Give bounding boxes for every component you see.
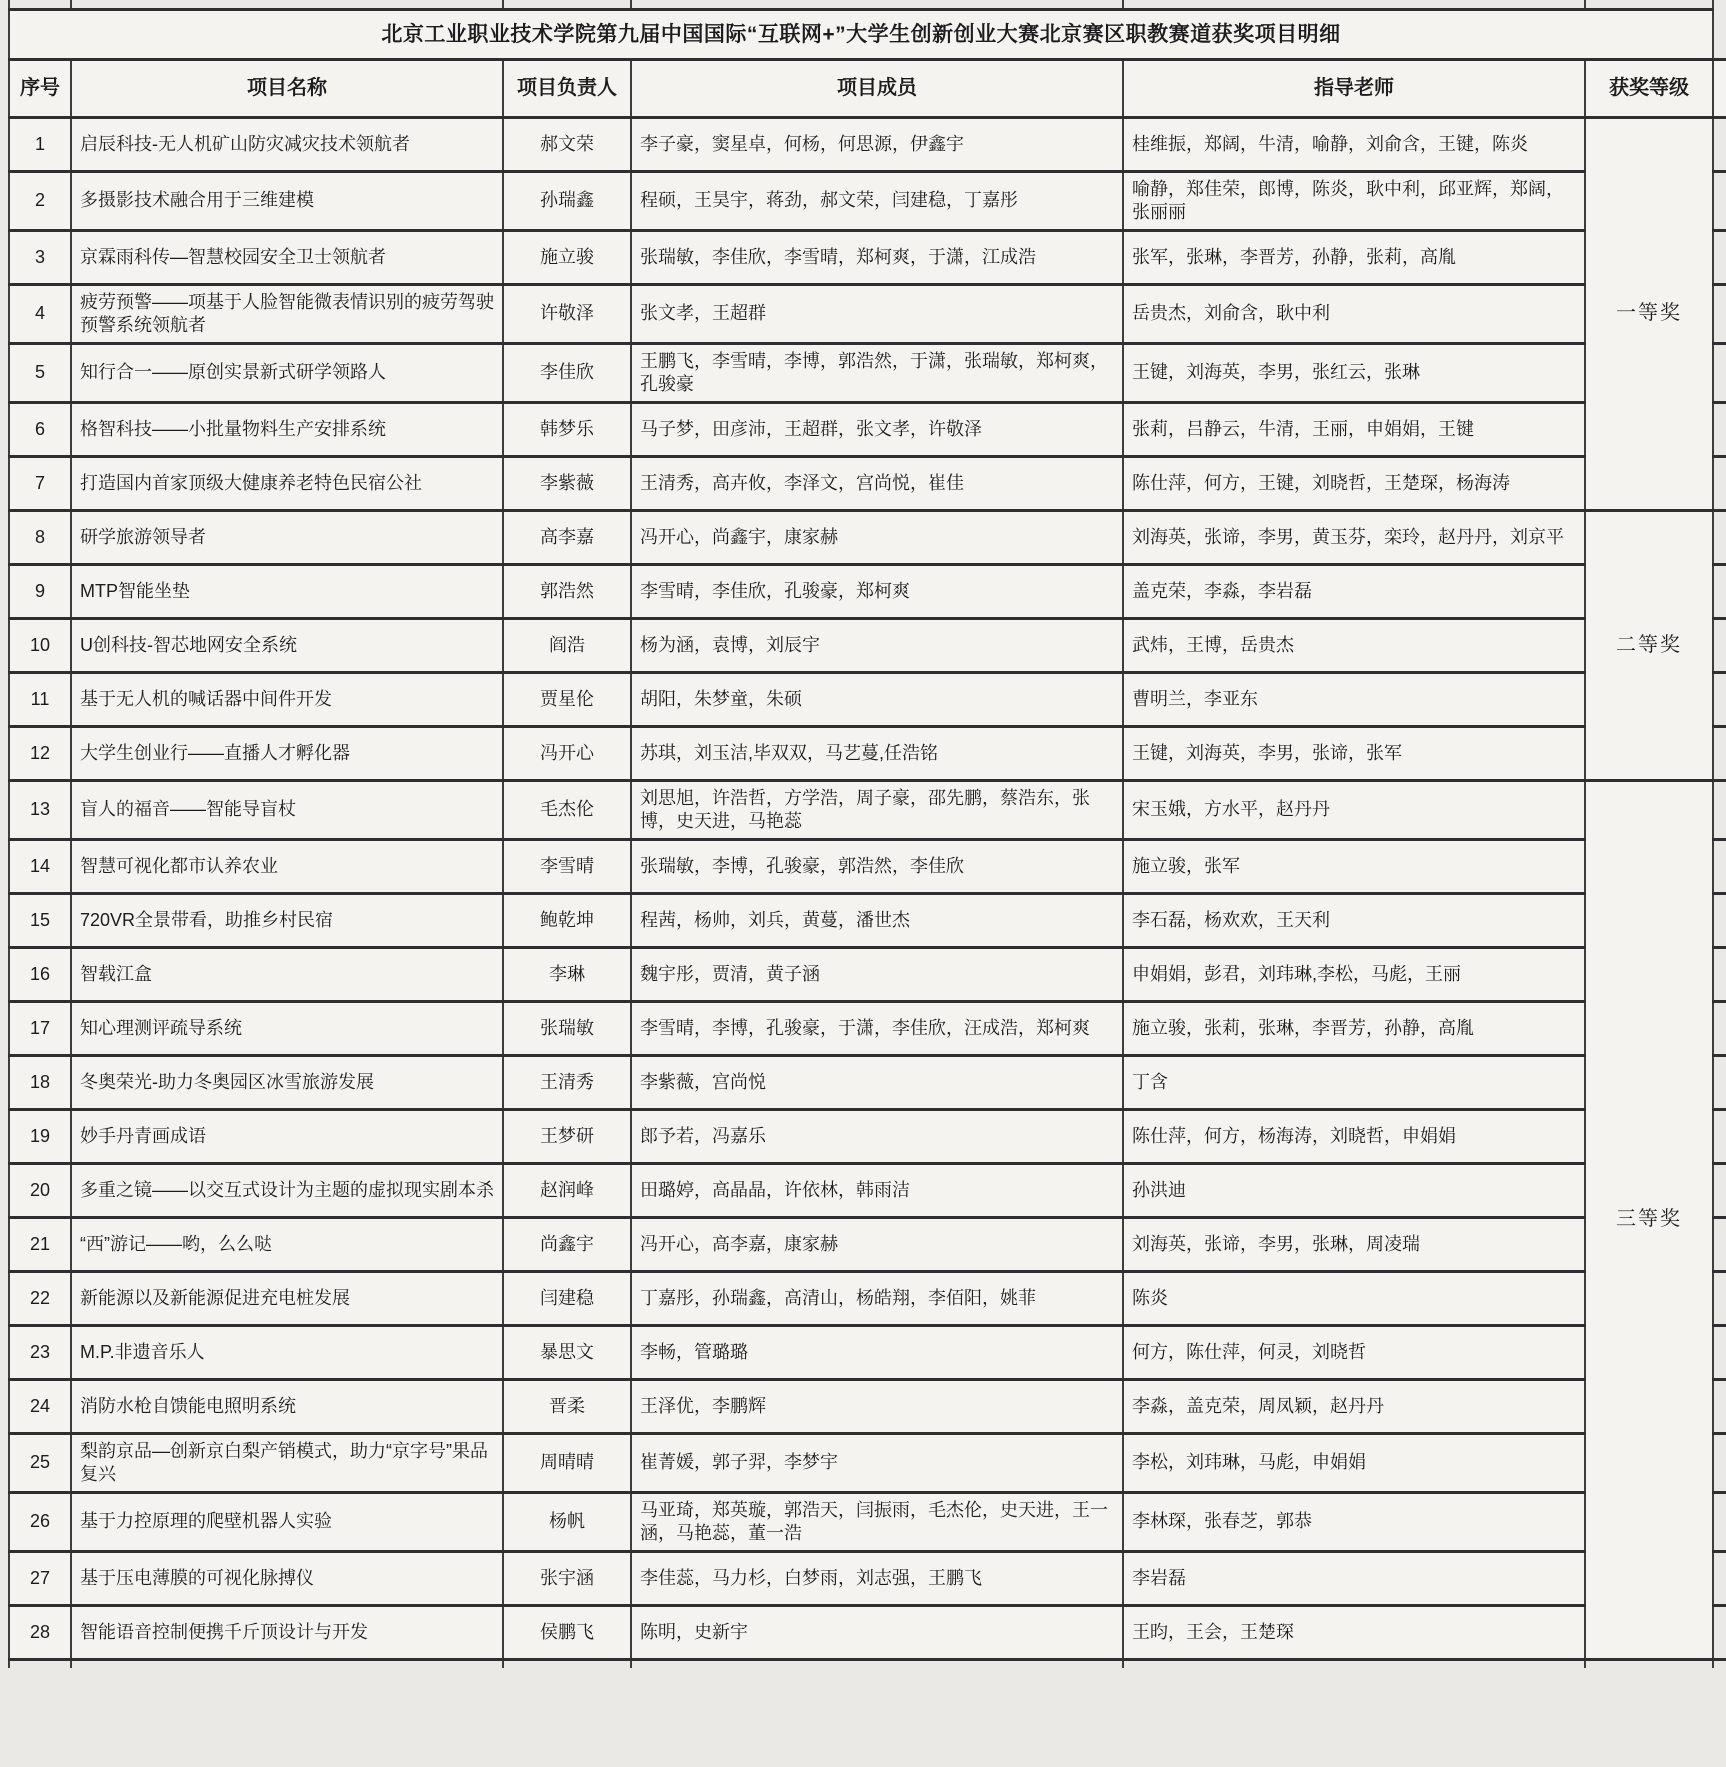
- project-members: 崔菁媛，郭子羿，李梦宇: [631, 1433, 1123, 1492]
- award-level-cell: 一等奖: [1585, 117, 1713, 510]
- project-name: 多摄影技术融合用于三维建模: [71, 171, 503, 230]
- cropped-right-edge: [1713, 510, 1726, 564]
- col-header-leader: 项目负责人: [503, 59, 631, 117]
- project-members: 张瑞敏，李佳欣，李雪晴，郑柯爽，于潇，江成浩: [631, 230, 1123, 284]
- project-name: 智能语音控制便携千斤顶设计与开发: [71, 1605, 503, 1659]
- project-leader: 张宇涵: [503, 1551, 631, 1605]
- cropped-right-edge: [1713, 1492, 1726, 1551]
- row-number: 9: [9, 564, 71, 618]
- project-name: M.P.非遗音乐人: [71, 1325, 503, 1379]
- cropped-right-edge: [1713, 343, 1726, 402]
- project-name: 多重之镜——以交互式设计为主题的虚拟现实剧本杀: [71, 1163, 503, 1217]
- table-row: [9, 171, 1726, 230]
- row-number: 20: [9, 1163, 71, 1217]
- row-number: 8: [9, 510, 71, 564]
- cropped-right-edge: [1713, 672, 1726, 726]
- cropped-right-edge: [1713, 0, 1726, 9]
- row-number: 25: [9, 1433, 71, 1492]
- project-leader: 李雪晴: [503, 839, 631, 893]
- project-leader: 贾星伦: [503, 672, 631, 726]
- project-members: 冯开心，尚鑫宇，康家赫: [631, 510, 1123, 564]
- row-number: 26: [9, 1492, 71, 1551]
- project-name: 冬奥荣光-助力冬奥园区冰雪旅游发展: [71, 1055, 503, 1109]
- project-members: 张瑞敏，李博，孔骏豪，郭浩然，李佳欣: [631, 839, 1123, 893]
- project-advisors: 刘海英，张谛，李男，黄玉芬，栾玲，赵丹丹，刘京平: [1123, 510, 1585, 564]
- project-members: 郎予若，冯嘉乐: [631, 1109, 1123, 1163]
- project-members: 刘思旭，许浩哲，方学浩，周子豪，邵先鹏，蔡浩东，张博，史天进，马艳蕊: [631, 780, 1123, 839]
- table-row: [9, 1605, 1726, 1659]
- table-row: [9, 343, 1726, 402]
- project-advisors: 孙洪迪: [1123, 1163, 1585, 1217]
- project-leader: 尚鑫宇: [503, 1217, 631, 1271]
- project-leader: 施立骏: [503, 230, 631, 284]
- project-members: 马亚琦，郑英璇，郭浩天，闫振雨，毛杰伦，史天进，王一涵，马艳蕊，董一浩: [631, 1492, 1123, 1551]
- cropped-cell: [71, 1659, 503, 1668]
- project-members: 王泽优，李鹏辉: [631, 1379, 1123, 1433]
- project-leader: 暴思文: [503, 1325, 631, 1379]
- cropped-right-edge: [1713, 618, 1726, 672]
- cropped-cell: [9, 0, 71, 9]
- cropped-right-edge: [1713, 284, 1726, 343]
- project-members: 陈明，史新宇: [631, 1605, 1123, 1659]
- project-members: 李畅，管璐璐: [631, 1325, 1123, 1379]
- cropped-cell: [1585, 0, 1713, 9]
- table-row: [9, 510, 1726, 564]
- row-number: 6: [9, 402, 71, 456]
- cropped-right-edge: [1713, 1001, 1726, 1055]
- table-row: [9, 1379, 1726, 1433]
- table-row: [9, 1433, 1726, 1492]
- project-advisors: 何方，陈仕萍，何灵，刘晓哲: [1123, 1325, 1585, 1379]
- project-name: MTP智能坐垫: [71, 564, 503, 618]
- row-number: 13: [9, 780, 71, 839]
- row-number: 19: [9, 1109, 71, 1163]
- project-advisors: 申娟娟，彭君，刘玮琳,李松，马彪，王丽: [1123, 947, 1585, 1001]
- project-members: 杨为涵，袁博，刘辰宇: [631, 618, 1123, 672]
- table-row: [9, 1217, 1726, 1271]
- awards-table: [8, 0, 1726, 1668]
- row-number: 18: [9, 1055, 71, 1109]
- cropped-right-edge: [1713, 402, 1726, 456]
- table-row: [9, 947, 1726, 1001]
- project-advisors: 岳贵杰，刘俞含，耿中利: [1123, 284, 1585, 343]
- row-number: 12: [9, 726, 71, 780]
- cropped-right-edge: [1713, 9, 1726, 59]
- cropped-cell: [9, 1659, 71, 1668]
- cropped-right-edge: [1713, 839, 1726, 893]
- project-advisors: 施立骏，张军: [1123, 839, 1585, 893]
- project-leader: 孙瑞鑫: [503, 171, 631, 230]
- table-row: [9, 230, 1726, 284]
- project-leader: 张瑞敏: [503, 1001, 631, 1055]
- project-name: 大学生创业行——直播人才孵化器: [71, 726, 503, 780]
- project-advisors: 陈炎: [1123, 1271, 1585, 1325]
- col-header-project-name: 项目名称: [71, 59, 503, 117]
- project-members: 李佳蕊，马力杉，白梦雨，刘志强，王鹏飞: [631, 1551, 1123, 1605]
- project-advisors: 喻静，郑佳荣，郎博，陈炎，耿中利，邱亚辉，郑阔，张丽丽: [1123, 171, 1585, 230]
- project-name: 基于无人机的喊话器中间件开发: [71, 672, 503, 726]
- cropped-right-edge: [1713, 1379, 1726, 1433]
- row-number: 17: [9, 1001, 71, 1055]
- row-number: 23: [9, 1325, 71, 1379]
- project-name: 消防水枪自馈能电照明系统: [71, 1379, 503, 1433]
- row-number: 15: [9, 893, 71, 947]
- project-members: 李子豪，窦星卓，何杨，何思源，伊鑫宇: [631, 117, 1123, 171]
- project-leader: 许敬泽: [503, 284, 631, 343]
- project-leader: 李紫薇: [503, 456, 631, 510]
- project-leader: 王清秀: [503, 1055, 631, 1109]
- project-name: 盲人的福音——智能导盲杖: [71, 780, 503, 839]
- project-advisors: 曹明兰，李亚东: [1123, 672, 1585, 726]
- project-name: 知心理测评疏导系统: [71, 1001, 503, 1055]
- cropped-right-edge: [1713, 564, 1726, 618]
- cropped-right-edge: [1713, 171, 1726, 230]
- project-name: 知行合一——原创实景新式研学领路人: [71, 343, 503, 402]
- table-row: [9, 1055, 1726, 1109]
- table-row: [9, 726, 1726, 780]
- cropped-cell: [1123, 0, 1585, 9]
- project-members: 王清秀，高卉攸，李泽文，宫尚悦，崔佳: [631, 456, 1123, 510]
- project-leader: 李佳欣: [503, 343, 631, 402]
- project-advisors: 施立骏，张莉，张琳，李晋芳，孙静，高胤: [1123, 1001, 1585, 1055]
- col-header-index: 序号: [9, 59, 71, 117]
- row-number: 22: [9, 1271, 71, 1325]
- col-header-advisors: 指导老师: [1123, 59, 1585, 117]
- table-row: [9, 1109, 1726, 1163]
- project-leader: 杨帆: [503, 1492, 631, 1551]
- table-row: [9, 780, 1726, 839]
- table-row: [9, 839, 1726, 893]
- project-members: 马子梦，田彦沛，王超群，张文孝，许敬泽: [631, 402, 1123, 456]
- cropped-right-edge: [1713, 1551, 1726, 1605]
- cropped-cell: [631, 0, 1123, 9]
- project-name: 打造国内首家顶级大健康养老特色民宿公社: [71, 456, 503, 510]
- column-header-row: [9, 59, 1726, 117]
- project-advisors: 盖克荣，李淼，李岩磊: [1123, 564, 1585, 618]
- project-advisors: 王键，刘海英，李男，张谛，张军: [1123, 726, 1585, 780]
- project-members: 程硕，王昊宇，蒋劲，郝文荣，闫建稳，丁嘉彤: [631, 171, 1123, 230]
- project-leader: 侯鹏飞: [503, 1605, 631, 1659]
- table-row: [9, 1551, 1726, 1605]
- project-advisors: 张莉，吕静云，牛清，王丽，申娟娟，王键: [1123, 402, 1585, 456]
- project-leader: 赵润峰: [503, 1163, 631, 1217]
- project-advisors: 李林琛，张春芝，郭恭: [1123, 1492, 1585, 1551]
- cropped-cell: [71, 0, 503, 9]
- cropped-right-edge: [1713, 456, 1726, 510]
- project-leader: 郭浩然: [503, 564, 631, 618]
- project-members: 苏琪，刘玉洁,毕双双，马艺蔓,任浩铭: [631, 726, 1123, 780]
- projects-table-body: [9, 117, 1726, 1659]
- table-row: [9, 618, 1726, 672]
- project-leader: 高李嘉: [503, 510, 631, 564]
- cropped-right-edge: [1713, 1325, 1726, 1379]
- project-advisors: 李松，刘玮琳，马彪，申娟娟: [1123, 1433, 1585, 1492]
- table-row: [9, 1492, 1726, 1551]
- table-row: [9, 1271, 1726, 1325]
- cropped-right-edge: [1713, 1217, 1726, 1271]
- project-name: 京霖雨科传—智慧校园安全卫士领航者: [71, 230, 503, 284]
- cropped-right-edge: [1713, 1163, 1726, 1217]
- project-name: 疲劳预警——项基于人脸智能微表情识别的疲劳驾驶预警系统领航者: [71, 284, 503, 343]
- project-advisors: 李岩磊: [1123, 1551, 1585, 1605]
- cropped-bottom-row: [9, 1659, 1726, 1668]
- project-members: 张文孝，王超群: [631, 284, 1123, 343]
- project-members: 李雪晴，李佳欣，孔骏豪，郑柯爽: [631, 564, 1123, 618]
- project-advisors: 宋玉娥，方水平，赵丹丹: [1123, 780, 1585, 839]
- project-name: 智载江盒: [71, 947, 503, 1001]
- project-leader: 晋柔: [503, 1379, 631, 1433]
- cropped-cell: [503, 0, 631, 9]
- project-advisors: 桂维振，郑阔，牛清，喻静，刘俞含，王键，陈炎: [1123, 117, 1585, 171]
- table-row: [9, 284, 1726, 343]
- cropped-cell: [503, 1659, 631, 1668]
- cropped-right-edge: [1713, 230, 1726, 284]
- award-level-cell: 三等奖: [1585, 780, 1713, 1659]
- project-leader: 韩梦乐: [503, 402, 631, 456]
- cropped-right-edge: [1713, 947, 1726, 1001]
- row-number: 21: [9, 1217, 71, 1271]
- project-name: 智慧可视化都市认养农业: [71, 839, 503, 893]
- project-name: 基于压电薄膜的可视化脉搏仪: [71, 1551, 503, 1605]
- project-name: 研学旅游领导者: [71, 510, 503, 564]
- project-name: 新能源以及新能源促进充电桩发展: [71, 1271, 503, 1325]
- project-advisors: 李石磊，杨欢欢，王天利: [1123, 893, 1585, 947]
- cropped-right-edge: [1713, 1659, 1726, 1668]
- project-name: U创科技-智芯地网安全系统: [71, 618, 503, 672]
- project-leader: 李琳: [503, 947, 631, 1001]
- project-name: 启辰科技-无人机矿山防灾减灾技术领航者: [71, 117, 503, 171]
- project-advisors: 陈仕萍，何方，王键，刘晓哲，王楚琛，杨海涛: [1123, 456, 1585, 510]
- row-number: 1: [9, 117, 71, 171]
- table-row: [9, 893, 1726, 947]
- cropped-cell: [1585, 1659, 1713, 1668]
- project-advisors: 陈仕萍，何方，杨海涛，刘晓哲，申娟娟: [1123, 1109, 1585, 1163]
- project-advisors: 李淼，盖克荣，周凤颖，赵丹丹: [1123, 1379, 1585, 1433]
- row-number: 3: [9, 230, 71, 284]
- row-number: 24: [9, 1379, 71, 1433]
- project-leader: 周晴晴: [503, 1433, 631, 1492]
- project-leader: 毛杰伦: [503, 780, 631, 839]
- project-advisors: 王键，刘海英，李男，张红云，张琳: [1123, 343, 1585, 402]
- project-advisors: 武炜，王博，岳贵杰: [1123, 618, 1585, 672]
- project-leader: 阎浩: [503, 618, 631, 672]
- project-leader: 闫建稳: [503, 1271, 631, 1325]
- project-name: “西”游记——哟，么么哒: [71, 1217, 503, 1271]
- title-row: [9, 9, 1726, 59]
- row-number: 11: [9, 672, 71, 726]
- table-row: [9, 1325, 1726, 1379]
- project-leader: 鲍乾坤: [503, 893, 631, 947]
- project-members: 王鹏飞，李雪晴，李博，郭浩然，于潇，张瑞敏，郑柯爽，孔骏豪: [631, 343, 1123, 402]
- project-advisors: 王昀，王会，王楚琛: [1123, 1605, 1585, 1659]
- project-members: 李雪晴，李博，孔骏豪，于潇，李佳欣，汪成浩，郑柯爽: [631, 1001, 1123, 1055]
- project-advisors: 张军，张琳，李晋芳，孙静，张莉，高胤: [1123, 230, 1585, 284]
- project-members: 胡阳，朱梦童，朱硕: [631, 672, 1123, 726]
- cropped-right-edge: [1713, 1055, 1726, 1109]
- project-leader: 郝文荣: [503, 117, 631, 171]
- row-number: 2: [9, 171, 71, 230]
- row-number: 28: [9, 1605, 71, 1659]
- project-advisors: 丁含: [1123, 1055, 1585, 1109]
- award-level-cell: 二等奖: [1585, 510, 1713, 780]
- cropped-right-edge: [1713, 893, 1726, 947]
- project-name: 格智科技——小批量物料生产安排系统: [71, 402, 503, 456]
- cropped-right-edge: [1713, 1109, 1726, 1163]
- project-name: 梨韵京品—创新京白梨产销模式，助力“京字号”果品复兴: [71, 1433, 503, 1492]
- table-row: [9, 117, 1726, 171]
- row-number: 10: [9, 618, 71, 672]
- cropped-right-edge: [1713, 117, 1726, 171]
- project-name: 妙手丹青画成语: [71, 1109, 503, 1163]
- table-row: [9, 672, 1726, 726]
- table-row: [9, 564, 1726, 618]
- table-row: [9, 1163, 1726, 1217]
- project-members: 冯开心，高李嘉，康家赫: [631, 1217, 1123, 1271]
- cropped-right-edge: [1713, 1271, 1726, 1325]
- cropped-right-edge: [1713, 1605, 1726, 1659]
- row-number: 27: [9, 1551, 71, 1605]
- row-number: 16: [9, 947, 71, 1001]
- cropped-cell: [631, 1659, 1123, 1668]
- row-number: 7: [9, 456, 71, 510]
- cropped-top-row: [9, 0, 1726, 9]
- project-members: 丁嘉彤，孙瑞鑫，高清山，杨皓翔，李佰阳，姚菲: [631, 1271, 1123, 1325]
- project-name: 720VR全景带看，助推乡村民宿: [71, 893, 503, 947]
- cropped-right-edge: [1713, 59, 1726, 117]
- table-title: 北京工业职业技术学院第九届中国国际“互联网+”大学生创新创业大赛北京赛区职教赛道获奖项目明细: [9, 9, 1713, 59]
- project-leader: 王梦研: [503, 1109, 631, 1163]
- cropped-cell: [1123, 1659, 1585, 1668]
- project-name: 基于力控原理的爬壁机器人实验: [71, 1492, 503, 1551]
- row-number: 14: [9, 839, 71, 893]
- row-number: 5: [9, 343, 71, 402]
- table-row: [9, 1001, 1726, 1055]
- project-members: 魏宇彤，贾清，黄子涵: [631, 947, 1123, 1001]
- col-header-award-level: 获奖等级: [1585, 59, 1713, 117]
- row-number: 4: [9, 284, 71, 343]
- table-row: [9, 402, 1726, 456]
- cropped-right-edge: [1713, 726, 1726, 780]
- cropped-right-edge: [1713, 1433, 1726, 1492]
- cropped-right-edge: [1713, 780, 1726, 839]
- project-advisors: 刘海英，张谛，李男，张琳，周凌瑞: [1123, 1217, 1585, 1271]
- project-members: 田璐婷，高晶晶，许依林，韩雨洁: [631, 1163, 1123, 1217]
- table-row: [9, 456, 1726, 510]
- project-members: 李紫薇，宫尚悦: [631, 1055, 1123, 1109]
- project-members: 程茜，杨帅，刘兵，黄蔓，潘世杰: [631, 893, 1123, 947]
- col-header-members: 项目成员: [631, 59, 1123, 117]
- project-leader: 冯开心: [503, 726, 631, 780]
